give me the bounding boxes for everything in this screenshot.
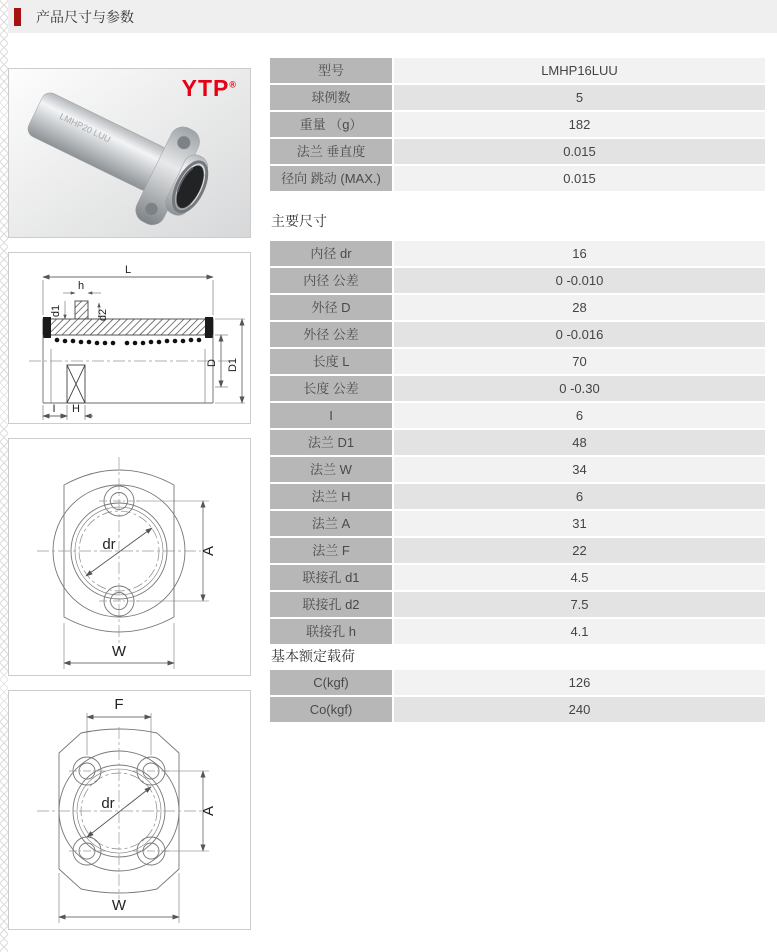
spec-value: 4.5 <box>394 565 765 590</box>
dim-label-d2: d2 <box>97 308 109 322</box>
spec-row <box>270 619 765 644</box>
spec-label: 联接孔 d1 <box>270 565 392 590</box>
dim-label-I: I <box>52 403 56 415</box>
spec-value: 70 <box>394 349 765 374</box>
spec-row <box>270 538 765 563</box>
spec-value: 6 <box>394 484 765 509</box>
spec-row <box>270 430 765 455</box>
dim-label-D1: D1 <box>227 357 239 373</box>
spec-value: 0 -0.010 <box>394 268 765 293</box>
spec-row <box>270 85 765 110</box>
dim-label-W: W <box>111 643 127 660</box>
spec-value: 28 <box>394 295 765 320</box>
spec-label: 径向 跳动 (MAX.) <box>270 166 392 191</box>
spec-label: 内径 公差 <box>270 268 392 293</box>
dim-label-F: F <box>114 696 124 713</box>
front-four-hole-drawing <box>9 691 250 929</box>
spec-row <box>270 112 765 137</box>
spec-column <box>270 58 765 930</box>
spec-value: 7.5 <box>394 592 765 617</box>
section-title-load: 基本额定载荷 <box>271 648 355 664</box>
front-two-hole-drawing <box>9 439 250 675</box>
spec-label: 联接孔 h <box>270 619 392 644</box>
spec-table-dimensions <box>270 241 765 644</box>
dim-label-h: h <box>77 280 85 292</box>
spec-label: I <box>270 403 392 428</box>
spec-label: 重量 （g） <box>270 112 392 137</box>
spec-value: 0.015 <box>394 166 765 191</box>
registered-mark: ® <box>229 79 237 90</box>
spec-label: 型号 <box>270 58 392 83</box>
spec-row <box>270 241 765 266</box>
spec-table-load <box>270 670 765 722</box>
spec-row <box>270 139 765 164</box>
spec-value: 4.1 <box>394 619 765 644</box>
spec-row <box>270 457 765 482</box>
brand-logo: YTP® <box>181 75 237 101</box>
spec-label: 法兰 F <box>270 538 392 563</box>
spec-label: 法兰 垂直度 <box>270 139 392 164</box>
side-section-drawing <box>9 253 250 423</box>
spec-row <box>270 592 765 617</box>
spec-value: 48 <box>394 430 765 455</box>
spec-value: 182 <box>394 112 765 137</box>
spec-label: 长度 公差 <box>270 376 392 401</box>
spec-label: 球例数 <box>270 85 392 110</box>
spec-row <box>270 58 765 83</box>
spec-value: 22 <box>394 538 765 563</box>
engraving-text: LMHP20 LUU <box>57 111 113 145</box>
image-column <box>8 68 251 930</box>
spec-value: 5 <box>394 85 765 110</box>
spec-row <box>270 484 765 509</box>
dim-label-L: L <box>124 264 132 276</box>
spec-label: 联接孔 d2 <box>270 592 392 617</box>
drawing-front-four-hole <box>8 690 251 930</box>
spec-label: 法兰 A <box>270 511 392 536</box>
dim-label-dr: dr <box>101 795 115 812</box>
spec-row <box>270 511 765 536</box>
spec-value: 34 <box>394 457 765 482</box>
spec-row <box>270 376 765 401</box>
spec-value: 16 <box>394 241 765 266</box>
spec-label: 法兰 W <box>270 457 392 482</box>
spec-value: 6 <box>394 403 765 428</box>
spec-value: 0 -0.30 <box>394 376 765 401</box>
spec-label: Co(kgf) <box>270 697 392 722</box>
spec-label: 内径 dr <box>270 241 392 266</box>
spec-row <box>270 565 765 590</box>
spec-row <box>270 322 765 347</box>
spec-value: 0.015 <box>394 139 765 164</box>
spec-value: LMHP16LUU <box>394 58 765 83</box>
spec-row <box>270 670 765 695</box>
dim-label-D: D <box>206 359 218 367</box>
dim-label-H: H <box>72 403 80 415</box>
spec-row <box>270 697 765 722</box>
spec-row <box>270 349 765 374</box>
spec-label: 长度 L <box>270 349 392 374</box>
page-edge-pattern <box>0 0 8 952</box>
spec-row <box>270 403 765 428</box>
accent-bar <box>14 8 21 26</box>
spec-value: 0 -0.016 <box>394 322 765 347</box>
content-area <box>8 33 777 930</box>
spec-row <box>270 295 765 320</box>
dim-label-dr: dr <box>102 536 116 553</box>
dim-label-A: A <box>200 545 217 557</box>
dim-label-A: A <box>200 805 217 817</box>
product-photo <box>8 68 251 238</box>
spec-label: 法兰 D1 <box>270 430 392 455</box>
spec-label: C(kgf) <box>270 670 392 695</box>
drawing-side-section <box>8 252 251 424</box>
dim-label-W: W <box>111 897 127 914</box>
drawing-front-two-hole <box>8 438 251 676</box>
section-title-dimensions: 主要尺寸 <box>271 213 327 229</box>
spec-row <box>270 166 765 191</box>
spec-value: 126 <box>394 670 765 695</box>
dim-label-d1: d1 <box>50 304 62 318</box>
page-title: 产品尺寸与参数 <box>36 8 134 25</box>
spec-value: 240 <box>394 697 765 722</box>
spec-table-general <box>270 58 765 191</box>
spec-label: 法兰 H <box>270 484 392 509</box>
spec-row <box>270 268 765 293</box>
section-header <box>8 0 777 33</box>
spec-label: 外径 D <box>270 295 392 320</box>
spec-label: 外径 公差 <box>270 322 392 347</box>
spec-value: 31 <box>394 511 765 536</box>
